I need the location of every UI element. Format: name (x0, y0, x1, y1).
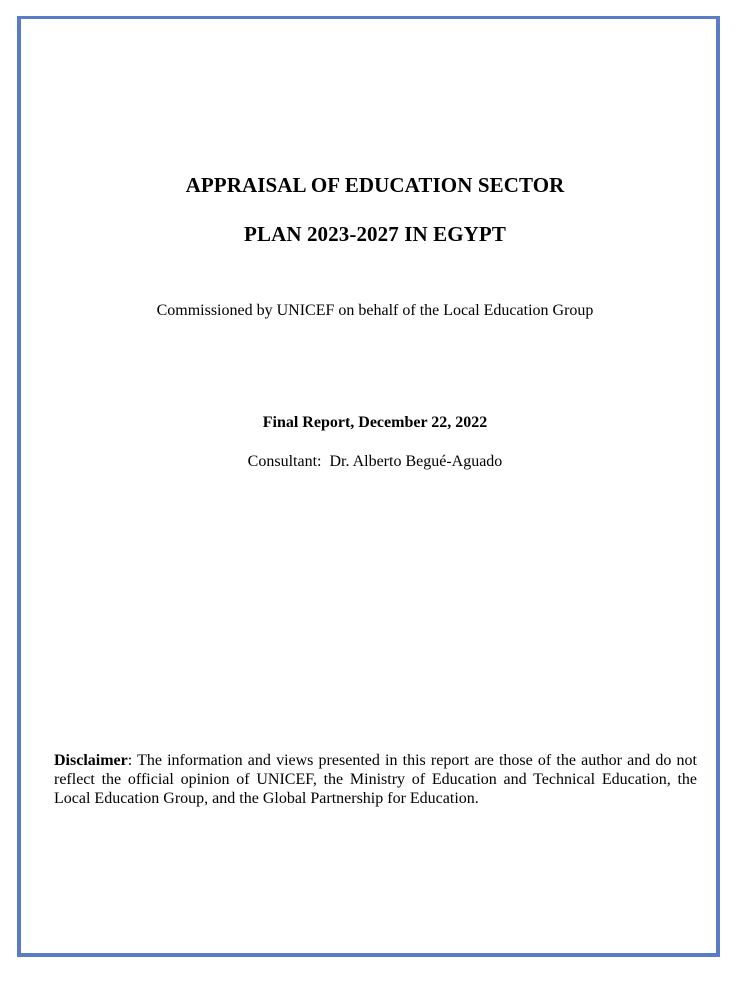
commission-statement: Commissioned by UNICEF on behalf of the Local Education Group (156, 302, 594, 319)
disclaimer (54, 751, 697, 808)
title-line-2: PLAN 2023-2027 IN EGYPT (244, 222, 506, 246)
disclaimer-label: Disclaimer (54, 752, 128, 769)
disclaimer-text: : The information and views presented in this report are those of the author and do not reflect the official opinion of UNICEF, the Ministry of Education and Technical Education, the Local Education Group, and the Global Partnership for Education. (54, 752, 697, 807)
page-border (17, 16, 720, 957)
consultant-line: Consultant: Dr. Alberto Begué-Aguado (247, 453, 503, 470)
report-date: Final Report, December 22, 2022 (262, 414, 488, 431)
title-line-1: APPRAISAL OF EDUCATION SECTOR (185, 173, 565, 197)
